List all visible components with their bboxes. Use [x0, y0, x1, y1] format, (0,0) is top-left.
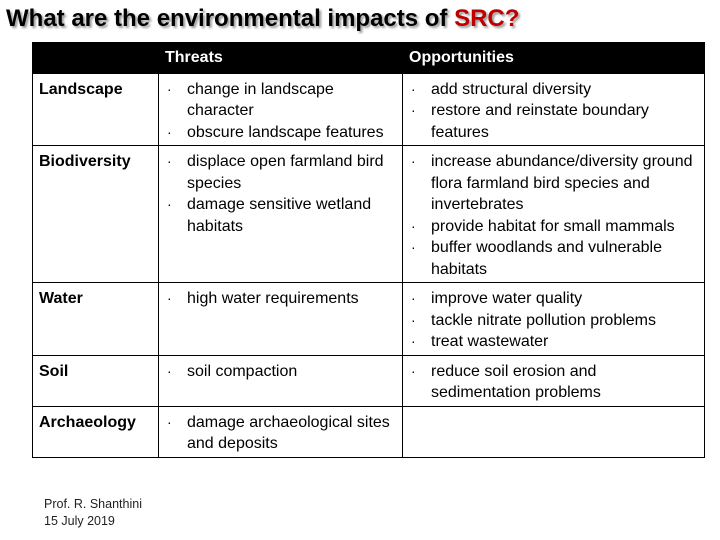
list-item [165, 151, 396, 194]
bullet-icon: · [167, 123, 172, 140]
list-item-text: soil compaction [187, 362, 298, 380]
list-item-text: reduce soil erosion and sedimentation problems [431, 362, 601, 401]
threats-cell [159, 146, 403, 283]
header-corner [33, 43, 159, 74]
bullet-icon: · [167, 362, 172, 379]
bullet-icon: · [411, 217, 416, 234]
table-row [33, 146, 705, 283]
opportunities-cell [403, 146, 705, 283]
row-label: Soil [33, 355, 159, 406]
list-item-text: restore and reinstate boundary features [431, 102, 649, 141]
title-prefix: What are the environmental impacts of [6, 5, 455, 32]
list-item-text: add structural diversity [431, 80, 592, 98]
threats-cell [159, 355, 403, 406]
list-item-text: improve water quality [431, 290, 583, 307]
opportunities-cell [403, 355, 705, 406]
list-item [165, 122, 396, 144]
list-item [409, 310, 698, 332]
list-item [409, 151, 698, 216]
threats-cell [159, 406, 403, 457]
table-row [33, 73, 705, 146]
bullet-icon: · [411, 102, 416, 118]
opportunities-cell [403, 283, 705, 356]
list-item-text: damage sensitive wetland habitats [187, 196, 372, 235]
bullet-icon: · [411, 239, 416, 255]
bullet-icon: · [167, 153, 172, 169]
bullet-icon: · [167, 80, 172, 97]
list-item-text: increase abundance/diversity ground flora farmland bird species and invertebrates [431, 153, 693, 213]
row-label: Water [33, 283, 159, 356]
list-item [165, 288, 396, 310]
table-header-row [33, 43, 705, 74]
threats-list [165, 79, 396, 144]
list-item [409, 331, 698, 353]
list-item [409, 100, 698, 143]
list-item [165, 361, 396, 383]
header-opportunities: Opportunities [403, 43, 705, 74]
threats-cell [159, 73, 403, 146]
list-item-text: damage archaeological sites and deposits [187, 413, 390, 452]
list-item-text: displace open farmland bird species [187, 153, 384, 192]
threats-list [165, 361, 396, 383]
page-title [6, 5, 519, 33]
footer-author: Prof. R. Shanthini [44, 497, 142, 511]
opportunities-cell [403, 73, 705, 146]
list-item-text: obscure landscape features [187, 123, 384, 141]
title-accent: SRC? [454, 5, 520, 32]
opportunities-list [409, 151, 698, 280]
list-item [165, 194, 396, 237]
threats-list [165, 288, 396, 310]
table-body [33, 43, 705, 458]
footer-credit [44, 496, 142, 530]
table-row [33, 355, 705, 406]
opportunities-list [409, 79, 698, 144]
bullet-icon: · [411, 80, 416, 97]
opportunities-list [409, 288, 698, 353]
list-item-text: change in landscape character [187, 80, 334, 119]
list-item [409, 79, 698, 101]
list-item-text: buffer woodlands and vulnerable habitats [431, 239, 662, 278]
list-item-text: treat wastewater [431, 333, 549, 350]
footer-date: 15 July 2019 [44, 514, 115, 528]
header-threats: Threats [159, 43, 403, 74]
bullet-icon: · [167, 413, 172, 430]
table-row [33, 283, 705, 356]
list-item [409, 288, 698, 310]
impacts-table [32, 42, 705, 458]
row-label: Biodiversity [33, 146, 159, 283]
table-row [33, 406, 705, 457]
bullet-icon: · [411, 311, 416, 328]
list-item-text: provide habitat for small mammals [431, 217, 675, 235]
bullet-icon: · [167, 196, 172, 212]
bullet-icon: · [411, 362, 416, 379]
bullet-icon: · [411, 333, 416, 349]
row-label: Landscape [33, 73, 159, 146]
bullet-icon: · [411, 153, 416, 169]
list-item-text: high water requirements [187, 290, 359, 307]
row-label: Archaeology [33, 406, 159, 457]
list-item-text: tackle nitrate pollution problems [431, 311, 657, 329]
bullet-icon: · [167, 290, 172, 306]
list-item [409, 237, 698, 280]
list-item [409, 216, 698, 238]
threats-list [165, 151, 396, 237]
bullet-icon: · [411, 290, 416, 306]
list-item [409, 361, 698, 404]
opportunities-cell [403, 406, 705, 457]
list-item [165, 412, 396, 455]
opportunities-list [409, 361, 698, 404]
threats-list [165, 412, 396, 455]
list-item [165, 79, 396, 122]
threats-cell [159, 283, 403, 356]
